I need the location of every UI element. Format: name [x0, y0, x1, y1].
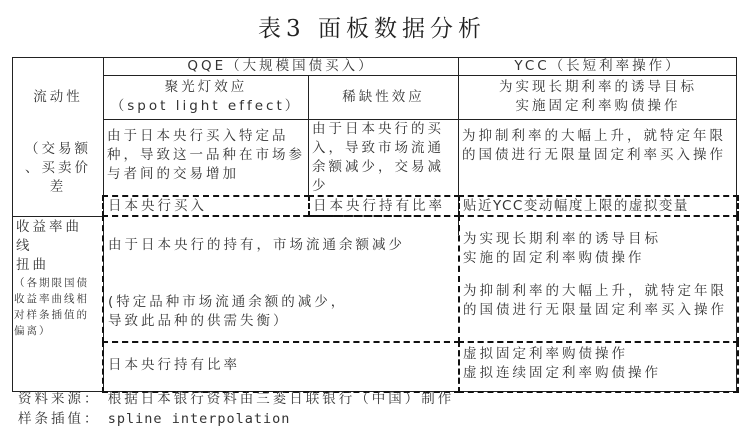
- yield-curve-label-line: 扭曲: [16, 257, 49, 273]
- liquidity-sublabel-line: 差: [49, 179, 67, 195]
- liquidity-sublabel-line: 、买卖价: [25, 160, 91, 176]
- liquidity-sublabel-line: （交易额: [25, 141, 91, 157]
- spline-note: [18, 407, 290, 427]
- table-title: 表3 面板数据分析: [258, 16, 486, 42]
- yield-qqe-text2-line: 导致此品种的供需失衡）: [108, 313, 290, 329]
- var-yield-ycc: [463, 345, 661, 383]
- spotlight-header: [104, 78, 308, 116]
- spotlight-title: 聚光灯效应: [164, 79, 248, 95]
- yield-ycc-text2: 为抑制利率的大幅上升，就特定年限的国债进行无限量固定利率买入操作: [463, 283, 727, 318]
- yield-qqe-text2-line: (特定品种市场流通余额的减少，: [108, 294, 348, 310]
- ycc-subheader-line1: 为实现长期利率的诱导目标: [499, 79, 697, 95]
- liquidity-spotlight-text: 由于日本央行买入特定品种，导致这一品种在市场参与者间的交易增加: [107, 128, 305, 182]
- source-text: 根据日本银行资料由三菱日联银行（中国）制作: [107, 391, 455, 407]
- yield-qqe-text1: 由于日本央行的持有，市场流通余额减少: [108, 237, 405, 253]
- var-yield-ycc-line: 虚拟连续固定利率购债操作: [463, 365, 661, 381]
- divider: [12, 216, 103, 217]
- yield-curve-label-line: 收益率曲: [16, 219, 82, 235]
- var-spotlight: 日本央行买入: [108, 198, 207, 214]
- source-label: 资料来源：: [18, 391, 101, 407]
- yield-curve-sublabel-line: （各期限国债: [14, 277, 89, 289]
- yield-curve-sublabel-line: 对样条插值的: [14, 309, 89, 321]
- ycc-subheader: [459, 78, 737, 116]
- yield-ycc-text1: [463, 230, 661, 268]
- yield-curve-sublabel: [14, 275, 104, 339]
- source-note: [18, 387, 454, 407]
- var-ycc: 贴近YCC变动幅度上限的虚拟变量: [463, 198, 689, 214]
- yield-curve-sublabel-line: 收益率曲线相: [14, 293, 89, 305]
- ycc-header: YCC（长短利率操作）: [514, 58, 682, 74]
- scarcity-header: 稀缺性效应: [342, 89, 425, 105]
- spline-text: spline interpolation: [107, 411, 291, 427]
- liquidity-ycc-text: 为抑制利率的大幅上升，就特定年限的国债进行无限量固定利率买入操作: [462, 128, 726, 163]
- yield-curve-label: [16, 218, 102, 275]
- spotlight-subtitle: （spot light effect）: [110, 98, 302, 114]
- spline-label: 样条插值：: [18, 411, 101, 427]
- yield-curve-label-line: 线: [16, 238, 33, 254]
- yield-qqe-text2: [108, 293, 347, 331]
- var-scarcity: 日本央行持有比率: [313, 198, 445, 214]
- var-yield-qqe: 日本央行持有比率: [108, 357, 240, 373]
- liquidity-scarcity-text: 由于日本央行的买入，导致市场流通余额减少，交易减少: [312, 121, 444, 194]
- yield-ycc-text1-line: 为实现长期利率的诱导目标: [463, 231, 661, 247]
- qqe-header: QQE（大规模国债买入）: [187, 58, 375, 74]
- yield-curve-sublabel-line: 偏离）: [14, 325, 52, 337]
- ycc-subheader-line2: 实施固定利率购债操作: [515, 98, 681, 114]
- var-yield-ycc-line: 虚拟固定利率购债操作: [463, 346, 628, 362]
- liquidity-sublabel: [13, 140, 103, 197]
- liquidity-label: 流动性: [33, 89, 83, 105]
- yield-ycc-text1-line: 实施的固定利率购债操作: [463, 250, 645, 266]
